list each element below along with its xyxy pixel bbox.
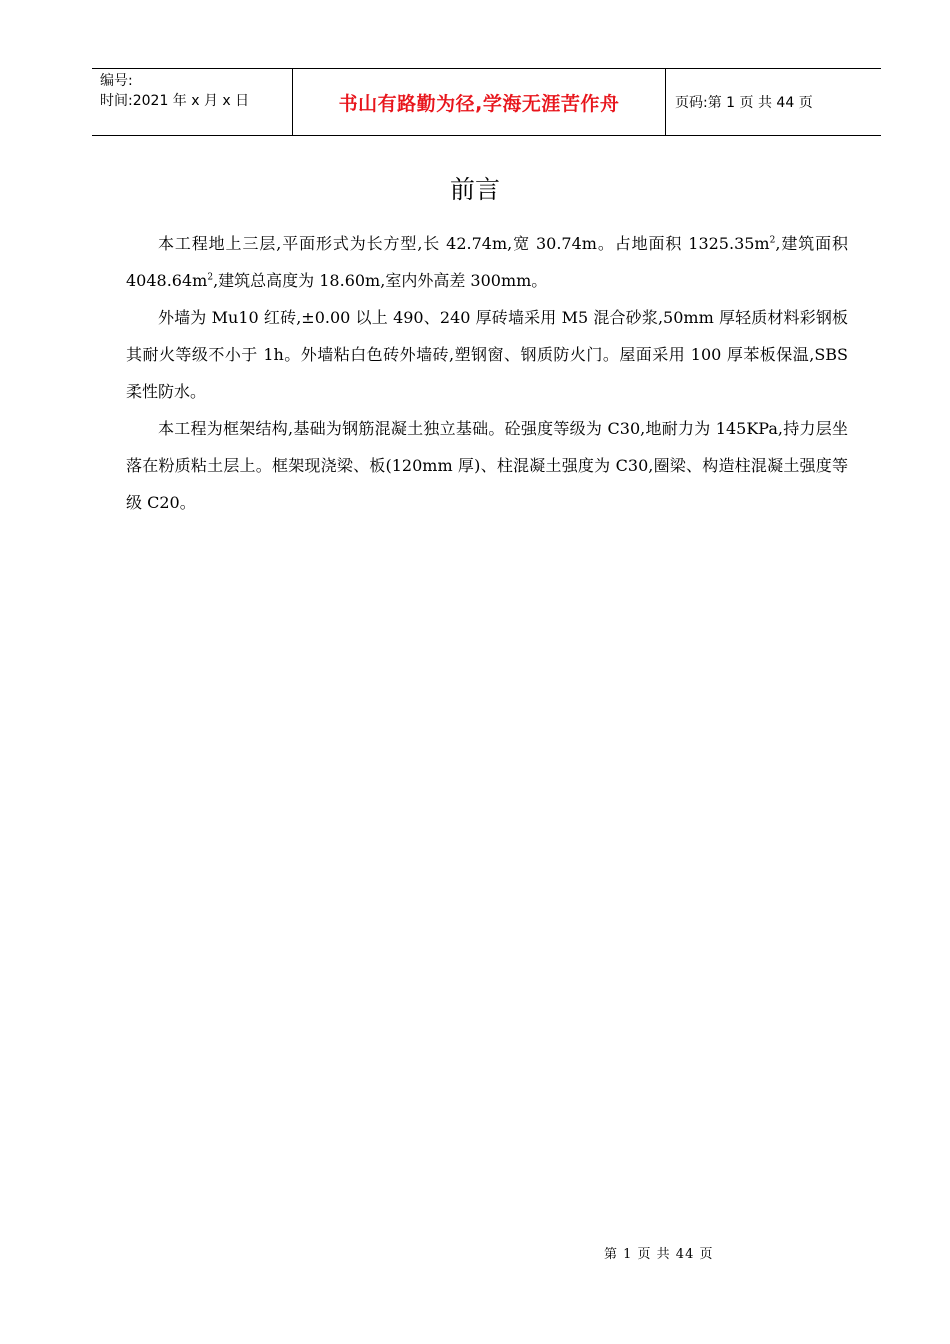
document-number-label: 编号: — [100, 73, 133, 89]
paragraph-text: ,建筑总高度为 18.60m,室内外高差 300mm。 — [213, 271, 548, 290]
document-body — [126, 225, 848, 521]
header-page-number: 页码:第 1 页 共 44 页 — [675, 95, 813, 111]
document-time-label: 时间:2021 年 x 月 x 日 — [100, 93, 250, 109]
footer-page-number: 第 1 页 共 44 页 — [604, 1247, 714, 1262]
paragraph-text: 本工程地上三层,平面形式为长方型,长 42.74m,宽 30.74m。占地面积 1325.35m — [158, 234, 770, 253]
paragraph-text: ,建筑面积 4048.64m — [126, 234, 848, 290]
paragraph-text: 外墙为 Mu10 红砖,±0.00 以上 490、240 厚砖墙采用 M5 混合砂浆,50mm 厚轻质材料彩钢板其耐火等级不小于 1h。外墙粘白色砖外墙砖,塑钢窗、钢质防火门。屋面采用 100 厚苯板保温,SBS 柔性防水。 — [126, 308, 848, 401]
paragraph-structure — [126, 410, 848, 521]
paragraph-text: 本工程为框架结构,基础为钢筋混凝土独立基础。砼强度等级为 C30,地耐力为 145KPa,持力层坐落在粉质粘土层上。框架现浇梁、板(120mm 厚)、柱混凝土强度为 C30,圈梁、构造柱混凝土强度等级 C20。 — [126, 419, 848, 512]
header-table — [92, 68, 881, 136]
superscript: 2 — [207, 272, 214, 283]
header-motto: 书山有路勤为径,学海无涯苦作舟 — [338, 92, 620, 115]
paragraph-overview — [126, 225, 848, 299]
header-motto-cell — [293, 69, 666, 135]
document-title: 前言 — [449, 175, 500, 204]
header-meta-cell — [92, 69, 293, 135]
paragraph-walls — [126, 299, 848, 410]
header-page-cell — [666, 69, 881, 135]
superscript: 2 — [769, 235, 776, 246]
